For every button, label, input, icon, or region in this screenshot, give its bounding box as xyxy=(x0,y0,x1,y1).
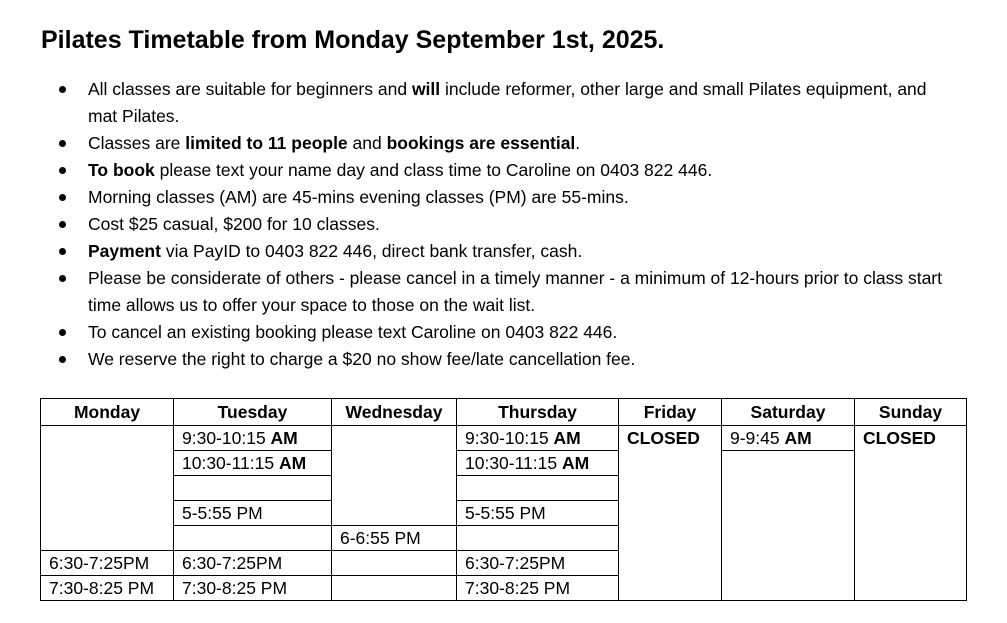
bold-text: To book xyxy=(88,160,155,180)
list-item xyxy=(40,76,960,130)
slot-time: 10:30-11:15 xyxy=(182,453,279,473)
text: Cost $25 casual, $200 for 10 classes. xyxy=(88,214,380,234)
header-tuesday: Tuesday xyxy=(174,399,332,426)
tuesday-slot-4: 5-5:55 PM xyxy=(174,501,332,526)
bold-text: bookings are essential xyxy=(386,133,576,153)
text: We reserve the right to charge a $20 no show fee/late cancellation fee. xyxy=(88,349,636,369)
notes-list xyxy=(40,76,960,373)
slot-suffix: AM xyxy=(784,428,812,448)
text: Classes are xyxy=(88,133,186,153)
list-item xyxy=(40,238,960,265)
monday-empty xyxy=(41,426,174,551)
wednesday-slot-7 xyxy=(332,576,457,601)
sunday-closed: CLOSED xyxy=(855,426,967,601)
list-item xyxy=(40,346,960,373)
wednesday-slot-5: 6-6:55 PM xyxy=(332,526,457,551)
slot-suffix: AM xyxy=(278,453,307,473)
slot-suffix: AM xyxy=(270,428,298,448)
wednesday-empty xyxy=(332,426,457,526)
thursday-slot-6: 6:30-7:25PM xyxy=(457,551,619,576)
slot-suffix: AM xyxy=(553,428,581,448)
table-row xyxy=(41,426,967,451)
text: and xyxy=(347,133,387,153)
list-item xyxy=(40,184,960,211)
friday-closed: CLOSED xyxy=(619,426,722,601)
slot-time: 9:30-10:15 xyxy=(465,428,554,448)
wednesday-slot-6 xyxy=(332,551,457,576)
slot-suffix: AM xyxy=(561,453,590,473)
header-wednesday: Wednesday xyxy=(332,399,457,426)
tuesday-slot-3 xyxy=(174,476,332,501)
header-row xyxy=(41,399,967,426)
thursday-slot-4: 5-5:55 PM xyxy=(457,501,619,526)
slot-time: 9-9:45 xyxy=(730,428,785,448)
tuesday-slot-5 xyxy=(174,526,332,551)
thursday-slot-5 xyxy=(457,526,619,551)
timetable xyxy=(40,398,967,601)
thursday-slot-2 xyxy=(457,451,619,476)
thursday-slot-1 xyxy=(457,426,619,451)
header-friday: Friday xyxy=(619,399,722,426)
header-sunday: Sunday xyxy=(855,399,967,426)
text: via PayID to 0403 822 446, direct bank transfer, cash. xyxy=(160,241,583,261)
list-item xyxy=(40,211,960,238)
text: All classes are suitable for beginners and xyxy=(88,79,412,99)
table-row xyxy=(41,451,967,476)
text: please text your name day and class time to Caroline on 0403 822 446. xyxy=(154,160,713,180)
tuesday-slot-7: 7:30-8:25 PM xyxy=(174,576,332,601)
monday-slot-7: 7:30-8:25 PM xyxy=(41,576,174,601)
header-saturday: Saturday xyxy=(722,399,855,426)
bold-text: will xyxy=(411,79,441,99)
text: To cancel an existing booking please text Caroline on 0403 822 446. xyxy=(88,322,618,342)
list-item xyxy=(40,157,960,184)
bold-text: Payment xyxy=(88,241,161,261)
text: include reformer, other large and small Pilates equipment, and mat Pilates. xyxy=(88,79,927,126)
saturday-slot-1 xyxy=(722,426,855,451)
text: Please be considerate of others - please cancel in a timely manner - a minimum of 12-hours prior to class start time allows us to offer your space to those on the wait list. xyxy=(88,268,942,315)
bold-text: limited to 11 people xyxy=(185,133,348,153)
slot-time: 9:30-10:15 xyxy=(182,428,271,448)
list-item xyxy=(40,319,960,346)
page-title: Pilates Timetable from Monday September 1st, 2025. xyxy=(41,26,665,54)
tuesday-slot-6: 6:30-7:25PM xyxy=(174,551,332,576)
list-item xyxy=(40,265,960,319)
text: . xyxy=(575,133,581,153)
tuesday-slot-2 xyxy=(174,451,332,476)
thursday-slot-7: 7:30-8:25 PM xyxy=(457,576,619,601)
slot-time: 10:30-11:15 xyxy=(465,453,562,473)
header-monday: Monday xyxy=(41,399,174,426)
text: Morning classes (AM) are 45-mins evening classes (PM) are 55-mins. xyxy=(88,187,629,207)
thursday-slot-3 xyxy=(457,476,619,501)
header-thursday: Thursday xyxy=(457,399,619,426)
tuesday-slot-1 xyxy=(174,426,332,451)
monday-slot-6: 6:30-7:25PM xyxy=(41,551,174,576)
saturday-empty xyxy=(722,451,855,601)
list-item xyxy=(40,130,960,157)
